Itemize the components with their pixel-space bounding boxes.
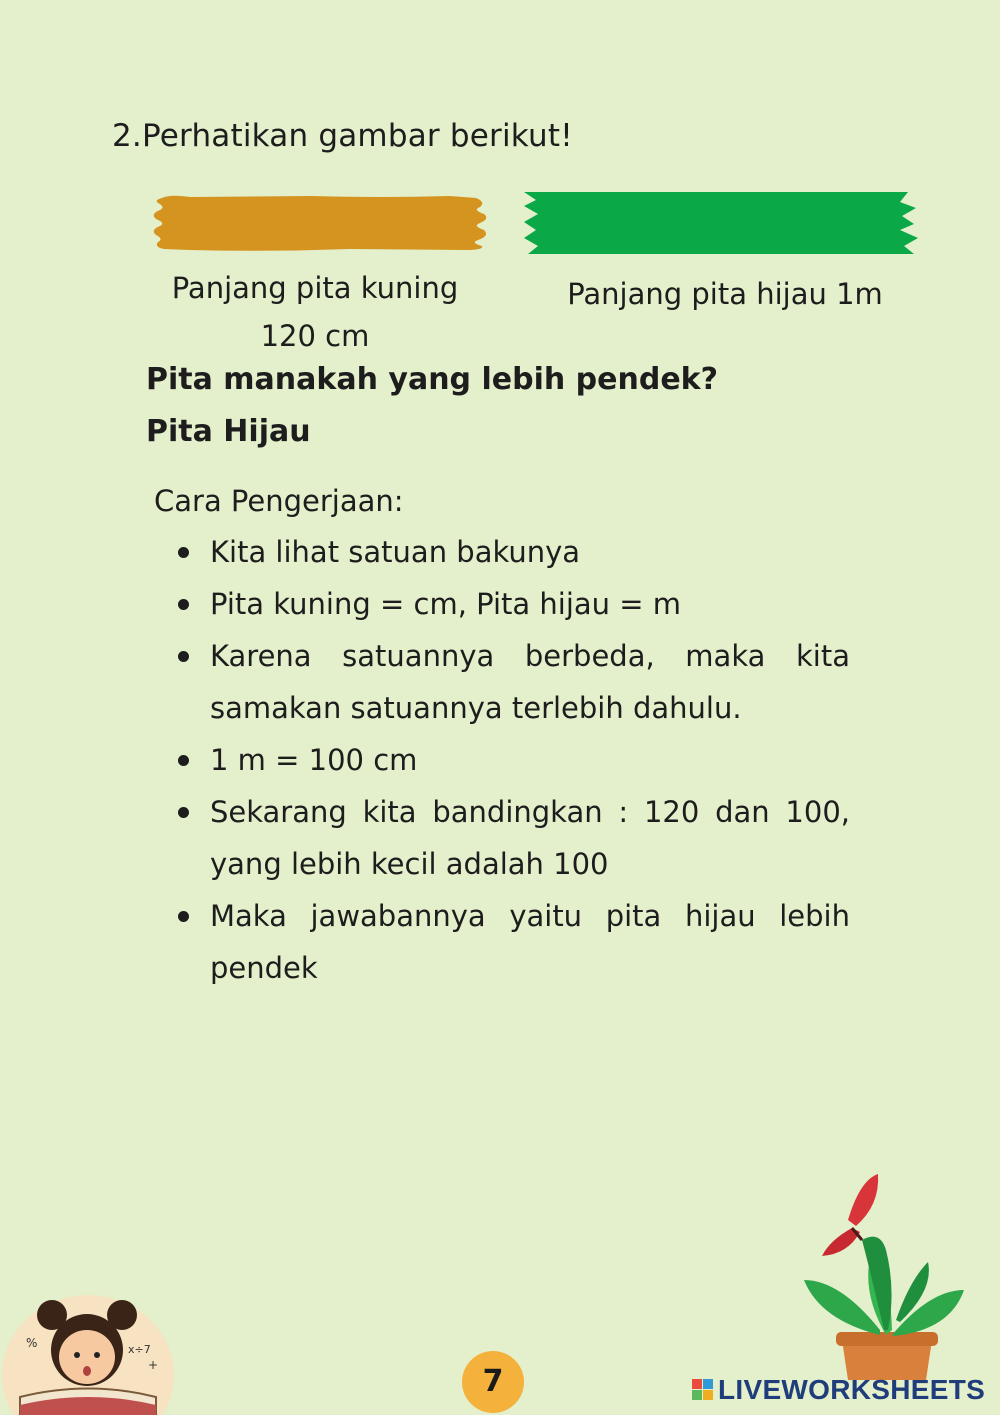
question-ask: Pita manakah yang lebih pendek? [146, 362, 719, 397]
logo-tile-i [703, 1379, 713, 1389]
leaf-left [804, 1280, 880, 1335]
green-ribbon-shape [524, 192, 918, 254]
question-text: 2.Perhatikan gambar berikut! [112, 118, 573, 154]
list-item: Pita kuning = cm, Pita hijau = m [170, 578, 850, 630]
eye-left [74, 1352, 80, 1358]
girl-studying-illustration [0, 1285, 175, 1415]
answer-text: Pita Hijau [146, 414, 311, 449]
steps-list [170, 526, 850, 994]
yellow-caption-line1: Panjang pita kuning [171, 271, 459, 305]
liveworksheets-logo-icon [692, 1379, 714, 1401]
list-item: Sekarang kita bandingkan : 120 dan 100, yang lebih kecil adalah 100 [170, 786, 850, 890]
plant-butterfly-illustration [800, 1170, 970, 1380]
yellow-ribbon-shape [154, 196, 487, 251]
logo-tile-e [703, 1390, 713, 1400]
green-ribbon-caption: Panjang pita hijau 1m [567, 277, 883, 311]
logo-tile-v [692, 1390, 702, 1400]
yellow-ribbon-caption [150, 264, 480, 360]
math-symbols-3: + [148, 1358, 159, 1372]
list-item: Maka jawabannya yaitu pita hijau lebih pendek [170, 890, 850, 994]
math-symbols: % [26, 1336, 38, 1350]
yellow-ribbon [150, 192, 490, 254]
yellow-caption-line2: 120 cm [260, 319, 370, 353]
page-number: 7 [462, 1351, 524, 1413]
eye-right [94, 1352, 100, 1358]
mouth [83, 1366, 91, 1376]
butterfly-wing-top [848, 1174, 878, 1226]
list-item: 1 m = 100 cm [170, 734, 850, 786]
liveworksheets-brand[interactable]: LIVEWORKSHEETS [718, 1374, 986, 1405]
list-item: Kita lihat satuan bakunya [170, 526, 850, 578]
math-symbols-2: x÷7 [128, 1343, 151, 1356]
steps-title: Cara Pengerjaan: [154, 484, 404, 518]
logo-tile-l [692, 1379, 702, 1389]
list-item: Karena satuannya berbeda, maka kita samakan satuannya terlebih dahulu. [170, 630, 850, 734]
green-ribbon [520, 190, 922, 256]
